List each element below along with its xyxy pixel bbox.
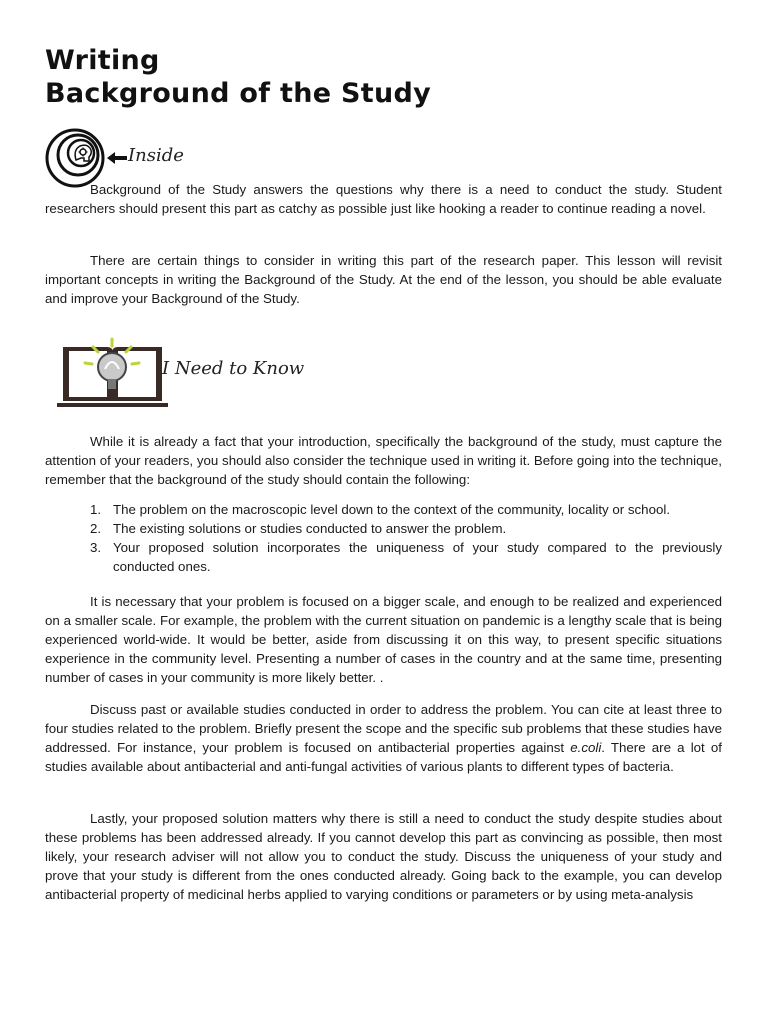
need-to-know-section-label: I Need to Know [162, 358, 305, 379]
inside-paragraph-1: Background of the Study answers the questions why there is a need to conduct the study. Student researchers should present this part as catchy as possible just like hooking a reader to continue reading a novel. [45, 182, 722, 216]
list-item: 2. The existing solutions or studies conducted to answer the problem. [90, 521, 507, 536]
page-title [45, 44, 431, 110]
title-line-2: Background of the Study [45, 78, 432, 109]
past-studies-paragraph: Discuss past or available studies conducted in order to address the problem. You can cite at least three to four studies related to the problem. Briefly present the scope and the specific sub problems that these studies have addressed. For instance, your problem is focused on antibacterial properties against e.coli. There are a lot of studies available about antibacterial and anti-fungal activities of various plants to different types of bacteria. [45, 702, 722, 774]
background-contents-list [45, 500, 722, 576]
inside-section-label: Inside [128, 145, 184, 166]
ecoli-term: e.coli [570, 740, 602, 755]
list-item: 3. Your proposed solution incorporates the uniqueness of your study compared to the previously conducted ones. [90, 540, 722, 574]
need-to-know-intro: While it is already a fact that your introduction, specifically the background of the study, must capture the attention of your readers, you should also consider the technique used in writing it. Before going into the technique, remember that the background of the study should contain the following: [45, 434, 722, 487]
list-item: 1. The problem on the macroscopic level down to the context of the community, locality or school. [90, 502, 671, 517]
inside-paragraph-2: There are certain things to consider in writing this part of the research paper. This lesson will revisit important concepts in writing the Background of the Study. At the end of the lesson, you should be able evaluate and improve your Background of the Study. [45, 253, 722, 306]
scale-paragraph: It is necessary that your problem is focused on a bigger scale, and enough to be realized and experienced on a smaller scale. For example, the problem with the current situation on pandemic is a lengthy scale that is being experienced world-wide. It would be better, aside from discussing it on this way, to present specific situations experience in the community level. Presenting a number of cases in the country and at the same time, presenting number of cases in your community is more likely better. . [45, 594, 722, 685]
lastly-paragraph: Lastly, your proposed solution matters why there is still a need to conduct the study despite studies about these problems has been addressed already. If you cannot develop this part as convincing as possible, then most likely, your research adviser will not allow you to conduct the study. Discuss the uniqueness of your study and prove that your study is different from the ones conducted already. Going back to the example, you can develop antibacterial property of medicinal herbs applied to varying conditions or parameters or by using meta-analysis [45, 811, 722, 902]
open-book-lightbulb-icon [55, 333, 170, 408]
title-line-1: Writing [45, 45, 160, 76]
